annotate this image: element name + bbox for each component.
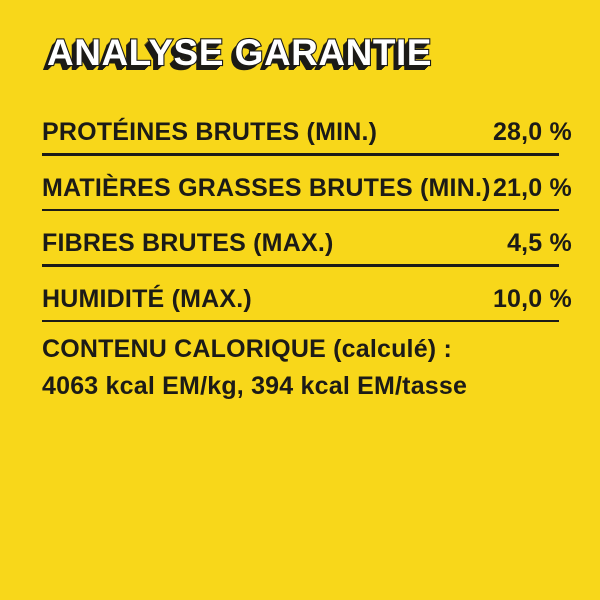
nutrient-value: 28,0 % [492, 118, 572, 146]
nutrient-value: 10,0 % [492, 284, 572, 313]
table-row [42, 267, 572, 320]
nutrient-label: PROTÉINES BRUTES (MIN.) [42, 118, 378, 146]
caloric-content-values: 4063 kcal EM/kg, 394 kcal EM/tasse [42, 372, 468, 400]
caloric-content [42, 331, 572, 405]
nutrient-value: 21,0 % [492, 173, 572, 202]
table-row [42, 211, 572, 264]
label-title: ANALYSE GARANTIE [47, 32, 432, 73]
nutrient-label: HUMIDITÉ (MAX.) [42, 284, 252, 313]
row-divider [42, 320, 559, 323]
analysis-table [42, 100, 572, 322]
nutrient-label: MATIÈRES GRASSES BRUTES (MIN.) [42, 173, 491, 202]
caloric-content-heading: CONTENU CALORIQUE (calculé) : [42, 335, 452, 363]
nutrient-value: 4,5 % [507, 229, 572, 257]
table-row [42, 156, 572, 209]
table-row [42, 100, 572, 153]
nutrient-label: FIBRES BRUTES (MAX.) [42, 229, 334, 257]
